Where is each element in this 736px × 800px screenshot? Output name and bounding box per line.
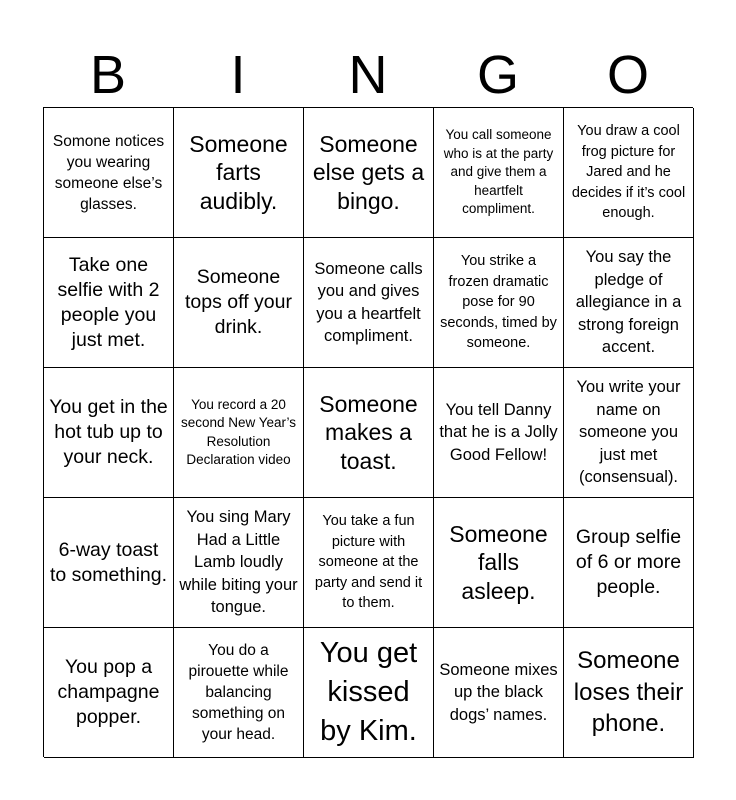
bingo-cell[interactable] [304,108,434,238]
cell-text: Someone tops off your drink. [185,266,292,338]
cell-text: Group selfie of 6 or more people. [575,526,682,598]
bingo-cell[interactable] [564,628,694,758]
cell-text: Somone notices you wearing someone else’s glasses. [52,132,165,213]
cell-text: Take one selfie with 2 people you just met. [57,253,160,351]
cell-text: Someone mixes up the black dogs’ names. [439,660,558,724]
cell-text: Someone makes a toast. [319,390,418,474]
bingo-cell[interactable] [304,498,434,628]
cell-text: Someone loses their phone. [573,647,684,738]
cell-text: You say the pledge of allegiance in a strong foreign accent. [575,248,682,357]
bingo-cell[interactable] [434,108,564,238]
bingo-cell[interactable] [434,238,564,368]
bingo-cell[interactable] [174,238,304,368]
cell-text: Someone falls asleep. [449,520,548,604]
bingo-cell[interactable] [174,498,304,628]
header-letter-n: N [348,45,388,105]
bingo-cell[interactable] [304,368,434,498]
bingo-header [43,42,693,108]
cell-text: You sing Mary Had a Little Lamb loudly while biting your tongue. [179,508,298,617]
bingo-cell[interactable] [304,628,434,758]
cell-text: You do a pirouette while balancing something on your head. [188,642,289,743]
bingo-cell[interactable] [44,238,174,368]
cell-text: You tell Danny that he is a Jolly Good Fellow! [439,400,558,464]
bingo-cell[interactable] [564,108,694,238]
bingo-cell[interactable] [304,238,434,368]
cell-text: You pop a champagne popper. [57,656,160,728]
cell-text: You strike a frozen dramatic pose for 90 seconds, timed by someone. [440,253,557,352]
cell-text: You write your name on someone you just met (consensual). [576,378,681,487]
bingo-cell[interactable] [174,628,304,758]
bingo-cell[interactable] [44,628,174,758]
bingo-cell[interactable] [44,108,174,238]
bingo-cell[interactable] [44,498,174,628]
header-letter-b: B [89,45,127,105]
bingo-cell[interactable] [434,498,564,628]
cell-text: You record a 20 second New Year’s Resolution Declaration video [180,396,297,467]
bingo-cell[interactable] [564,238,694,368]
cell-text: Someone calls you and gives you a heartfelt compliment. [314,259,423,345]
bingo-cell[interactable] [434,628,564,758]
bingo-cell[interactable] [564,368,694,498]
bingo-cell[interactable] [434,368,564,498]
header-letter-o: O [606,45,649,105]
bingo-grid [43,107,693,757]
bingo-cell[interactable] [174,368,304,498]
header-letter-g: G [476,45,519,105]
cell-text: You take a fun picture with someone at the party and send it to them. [314,513,423,612]
bingo-cell[interactable] [564,498,694,628]
bingo-cell[interactable] [44,368,174,498]
bingo-cell[interactable] [174,108,304,238]
cell-text: 6-way toast to something. [49,538,168,586]
cell-text: You call someone who is at the party and give them a heartfelt compliment. [443,127,554,217]
header-letter-i: I [230,45,246,105]
cell-text: You draw a cool frog picture for Jared and he decides if it’s cool enough. [571,123,686,222]
cell-text: You get kissed by Kim. [319,637,418,747]
cell-text: Someone farts audibly. [189,130,288,214]
cell-text: You get in the hot tub up to your neck. [49,396,168,468]
cell-text: Someone else gets a bingo. [312,130,425,214]
